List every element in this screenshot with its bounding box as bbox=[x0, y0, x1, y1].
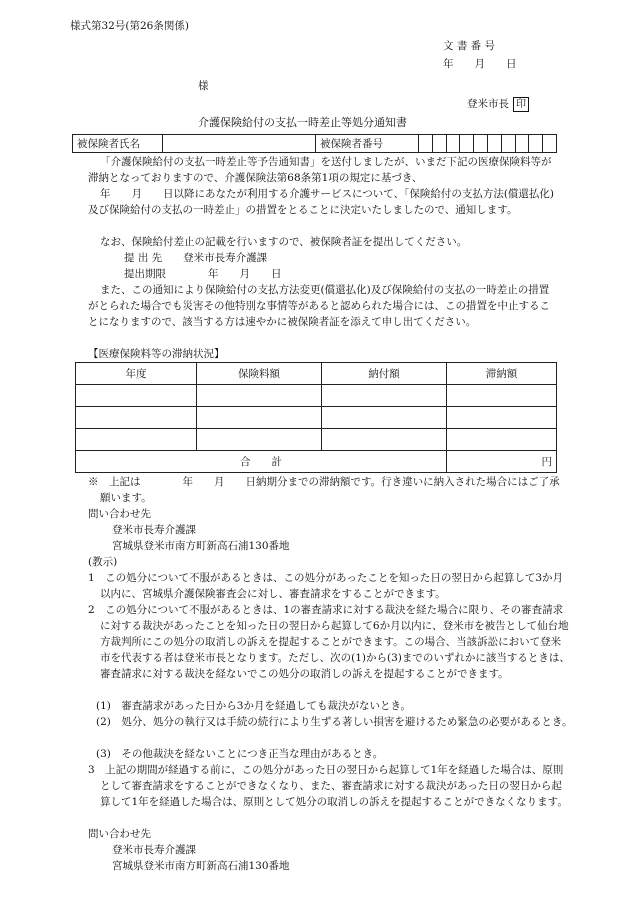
insured-number-digit bbox=[501, 135, 515, 153]
table-cell bbox=[447, 407, 557, 429]
table-cell bbox=[197, 407, 322, 429]
table-cell bbox=[197, 385, 322, 407]
insured-number-digit bbox=[460, 135, 474, 153]
insured-number-digit bbox=[529, 135, 543, 153]
date-label: 年 月 日 bbox=[443, 58, 517, 70]
instruction-1: 1 この処分について不服があるときは、この処分があったことを知った日の翌日から起算して3か月以内に、宮城県介護保険審査会に対し、審査請求をすることができます。 bbox=[88, 572, 564, 600]
insured-number-digit bbox=[474, 135, 488, 153]
insured-number-digit bbox=[419, 135, 433, 153]
insured-name-label: 被保険者氏名 bbox=[73, 135, 163, 153]
issuer-line bbox=[467, 96, 529, 112]
table-cell bbox=[322, 407, 447, 429]
contact-department: 登米市長寿介護課 bbox=[112, 844, 196, 856]
document-number-label: 文 書 番 号 bbox=[443, 40, 496, 52]
insured-number-digit bbox=[515, 135, 529, 153]
total-row bbox=[76, 451, 557, 473]
body-paragraph-3: なお、保険給付差止の記載を行いますので、被保険者証を提出してください。 bbox=[100, 236, 468, 248]
table-row bbox=[76, 429, 557, 451]
arrears-note: ※ 上記は 年 月 日納期分までの滞納額です。行き違いに納入された場合にはご了承願います。 bbox=[88, 476, 560, 504]
body-paragraph-4: また、この通知により保険給付の支払方法変更(償還払化)及び保険給付の支払の一時差止の措置がとられた場合でも災害その他特別な事情等があると認められた場合には、この措置を中止することになりますので、該当する方は速やかに被保険者証を添えて申し出てください。 bbox=[88, 284, 550, 328]
insured-info-table bbox=[72, 134, 557, 153]
document-title: 介護保険給付の支払一時差止等処分通知書 bbox=[198, 116, 407, 129]
table-cell bbox=[197, 429, 322, 451]
issuer: 登米市長 bbox=[467, 98, 509, 110]
insured-number-digit bbox=[543, 135, 557, 153]
instruction-2-sub-3: (3) その他裁決を経ないことにつき正当な理由があるとき。 bbox=[96, 748, 384, 760]
insured-number-digit bbox=[487, 135, 501, 153]
column-header-fiscal-year: 年度 bbox=[76, 363, 197, 385]
body-paragraph-1: 「介護保険給付の支払一時差止等予告通知書」を送付しましたが、いまだ下記の医療保険料等が滞納となっておりますので、介護保険法第68条第1項の規定に基づき、 bbox=[88, 156, 552, 184]
arrears-table bbox=[75, 362, 557, 473]
instruction-3: 3 上記の期間が経過する前に、この処分があった日の翌日から起算して1年を経過した場合は、原則として審査請求をすることができなくなり、また、審査請求に対する裁決があった日の翌日から起算して1年を経過した場合は、原則として処分の取消しの訴えを提起することができなくなります。 bbox=[88, 764, 568, 808]
instructions-label: (教示) bbox=[88, 556, 118, 568]
submit-to: 提 出 先 登米市長寿介護課 bbox=[124, 252, 268, 264]
instruction-2: 2 この処分について不服があるときは、1の審査請求に対する裁決を経た場合に限り、その審査請求に対する裁決があったことを知った日の翌日から起算して6か月以内に、登米市を被告として仙台地方裁判所にこの処分の取消しの訴えを提起することができます。この場合、当該訴訟において登米市を代表する者は登米市長となります。ただし、次の(1)から(3)までのいずれかに該当するときは、審査請求に対する裁決を経ないでこの処分の取消しの訴えを提起することができます。 bbox=[88, 604, 570, 680]
instruction-2-sub-2: (2) 処分、処分の執行又は手続の続行により生ずる著しい損害を避けるため緊急の必要があるとき。 bbox=[96, 716, 573, 728]
total-unit: 円 bbox=[447, 451, 557, 473]
arrears-header-row bbox=[76, 363, 557, 385]
insured-number-digit bbox=[432, 135, 446, 153]
total-label: 合 計 bbox=[76, 451, 447, 473]
seal-stamp: 印 bbox=[513, 97, 529, 112]
addressee-suffix: 様 bbox=[198, 80, 209, 92]
table-cell bbox=[76, 407, 197, 429]
form-label: 様式第32号(第26条関係) bbox=[70, 20, 189, 32]
body-paragraph-2: 年 月 日以降にあなたが利用する介護サービスについて、「保険給付の支払方法(償還払化)及び保険給付の支払の一時差止」の措置をとることに決定いたしましたので、通知します。 bbox=[88, 188, 555, 216]
column-header-paid: 納付額 bbox=[322, 363, 447, 385]
table-cell bbox=[76, 429, 197, 451]
instruction-2-sub-1: (1) 審査請求があった日から3か月を経過しても裁決がないとき。 bbox=[96, 700, 412, 712]
table-cell bbox=[322, 385, 447, 407]
arrears-caption: 【医療保険料等の滞納状況】 bbox=[88, 348, 225, 360]
submit-deadline: 提出期限 年 月 日 bbox=[124, 268, 282, 280]
column-header-premium: 保険料額 bbox=[197, 363, 322, 385]
contact-address: 宮城県登米市南方町新高石浦130番地 bbox=[112, 540, 290, 552]
table-row bbox=[76, 407, 557, 429]
contact-label: 問い合わせ先 bbox=[88, 828, 151, 840]
table-cell bbox=[447, 385, 557, 407]
contact-address: 宮城県登米市南方町新高石浦130番地 bbox=[112, 860, 290, 872]
insured-number-digit bbox=[446, 135, 460, 153]
contact-department: 登米市長寿介護課 bbox=[112, 524, 196, 536]
table-cell bbox=[322, 429, 447, 451]
table-row bbox=[76, 385, 557, 407]
table-cell bbox=[447, 429, 557, 451]
table-cell bbox=[76, 385, 197, 407]
insured-number-label: 被保険者番号 bbox=[316, 135, 419, 153]
contact-label: 問い合わせ先 bbox=[88, 508, 151, 520]
column-header-arrears: 滞納額 bbox=[447, 363, 557, 385]
insured-name-value bbox=[163, 135, 316, 153]
